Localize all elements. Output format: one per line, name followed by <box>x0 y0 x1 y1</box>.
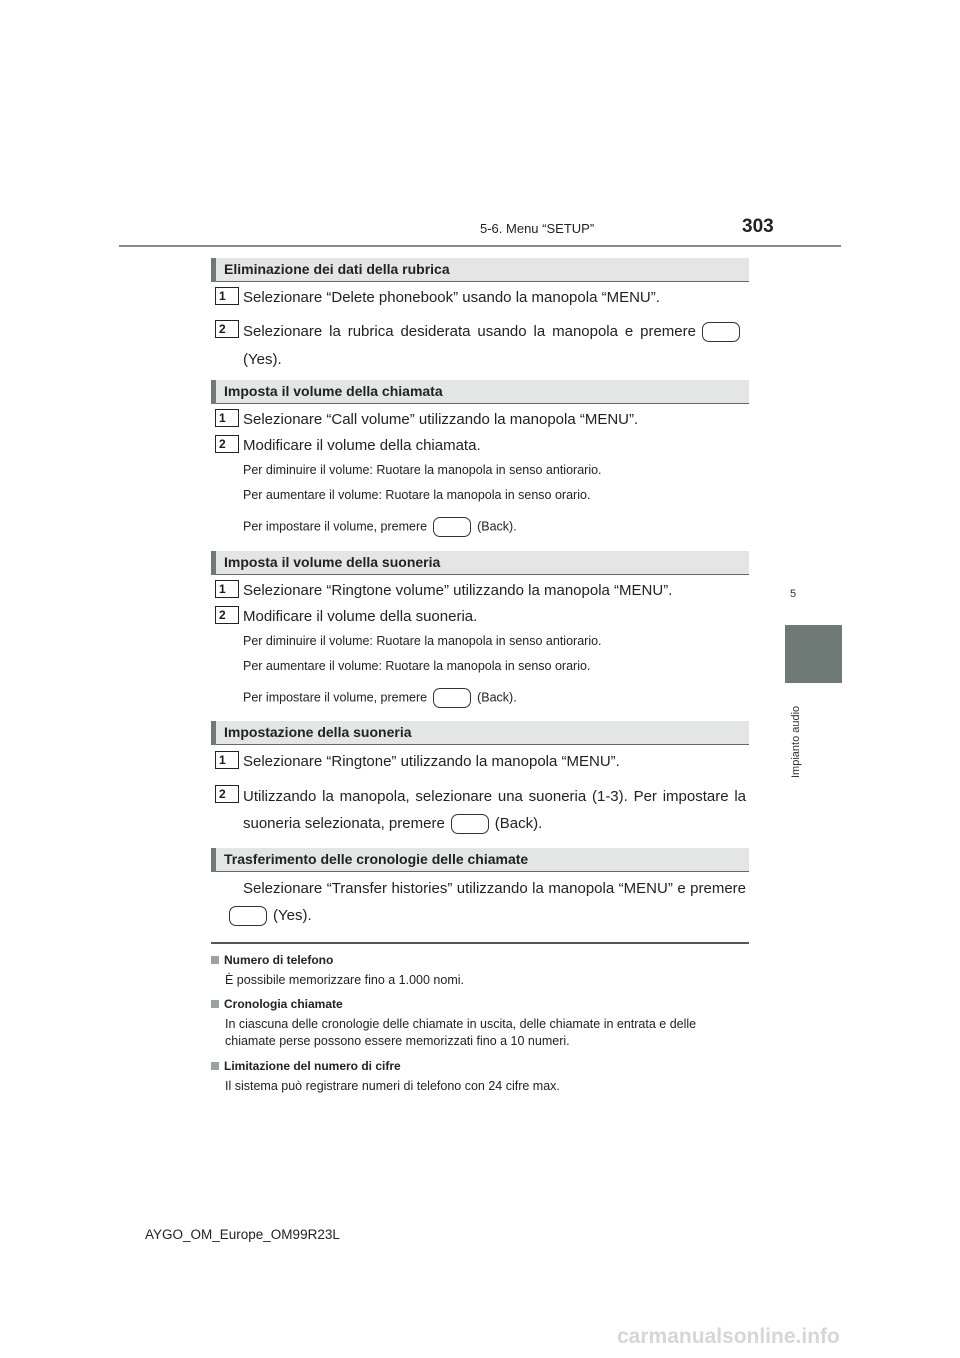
step-text-cont: suoneria selezionata, premere (Back). <box>243 810 746 837</box>
step-text: Modificare il volume della suoneria. <box>243 608 478 625</box>
section-heading-ringtone: Impostazione della suoneria <box>211 721 749 745</box>
note-text: In ciascuna delle cronologie delle chiamate in uscita, delle chiamate in entrata e delle chiamate perse possono essere memorizzati fino a 10 numeri. <box>225 1017 697 1048</box>
note-text: È possibile memorizzare fino a 1.000 nomi. <box>225 973 465 987</box>
step-number-1: 1 <box>215 751 239 769</box>
step-text-cont: (Yes). <box>243 351 282 368</box>
back-button-icon <box>451 814 489 834</box>
note-text: Il sistema può registrare numeri di telefono con 24 cifre max. <box>225 1079 560 1093</box>
note-heading: Limitazione del numero di cifre <box>211 1059 401 1073</box>
step-text: Selezionare “Call volume” utilizzando la manopola “MENU”. <box>243 411 639 428</box>
section-header: 5-6. Menu “SETUP” <box>480 221 595 236</box>
sub-text: Per aumentare il volume: Ruotare la manopola in senso orario. <box>243 659 591 673</box>
note-heading: Numero di telefono <box>211 953 333 967</box>
square-bullet-icon <box>211 1000 219 1008</box>
step-text: Selezionare “Ringtone volume” utilizzando la manopola “MENU”. <box>243 582 673 599</box>
step-number-2: 2 <box>215 606 239 624</box>
step-text: Modificare il volume della chiamata. <box>243 437 481 454</box>
step-number-2: 2 <box>215 785 239 803</box>
header-divider <box>119 245 841 247</box>
sub-text: Per impostare il volume, premere (Back). <box>243 517 517 537</box>
body-text: Selezionare “Transfer histories” utilizzando la manopola “MENU” e premere <box>243 880 746 897</box>
back-button-icon <box>433 688 471 708</box>
back-button-icon <box>433 517 471 537</box>
footer-code: AYGO_OM_Europe_OM99R23L <box>145 1227 340 1242</box>
step-number-2: 2 <box>215 320 239 338</box>
step-text: Utilizzando la manopola, selezionare una suoneria (1-3). Per impostare la <box>243 788 746 805</box>
section-heading-transfer-histories: Trasferimento delle cronologie delle chiamate <box>211 848 749 872</box>
step-number-1: 1 <box>215 580 239 598</box>
step-text: Selezionare “Ringtone” utilizzando la manopola “MENU”. <box>243 753 620 770</box>
sub-text: Per impostare il volume, premere (Back). <box>243 688 517 708</box>
square-bullet-icon <box>211 1062 219 1070</box>
note-heading: Cronologia chiamate <box>211 997 343 1011</box>
chapter-tab <box>785 625 842 683</box>
step-number-1: 1 <box>215 287 239 305</box>
section-heading-delete-phonebook: Eliminazione dei dati della rubrica <box>211 258 749 282</box>
sub-text: Per aumentare il volume: Ruotare la manopola in senso orario. <box>243 488 591 502</box>
sub-text: Per diminuire il volume: Ruotare la manopola in senso antiorario. <box>243 634 602 648</box>
section-heading-call-volume: Imposta il volume della chiamata <box>211 380 749 404</box>
section-heading-ringtone-volume: Imposta il volume della suoneria <box>211 551 749 575</box>
square-bullet-icon <box>211 956 219 964</box>
chapter-label: Impianto audio <box>790 705 802 778</box>
page-number: 303 <box>742 216 774 237</box>
sub-text: Per diminuire il volume: Ruotare la manopola in senso antiorario. <box>243 463 602 477</box>
step-text: Selezionare “Delete phonebook” usando la manopola “MENU”. <box>243 289 660 306</box>
notes-divider <box>211 942 749 944</box>
step-text: Selezionare la rubrica desiderata usando la manopola e premere <box>243 318 746 345</box>
step-number-1: 1 <box>215 409 239 427</box>
yes-button-icon <box>702 322 740 342</box>
watermark: carmanualsonline.info <box>617 1325 840 1348</box>
chapter-number: 5 <box>789 588 797 600</box>
body-text-cont: (Yes). <box>243 902 746 929</box>
step-number-2: 2 <box>215 435 239 453</box>
yes-button-icon <box>229 906 267 926</box>
